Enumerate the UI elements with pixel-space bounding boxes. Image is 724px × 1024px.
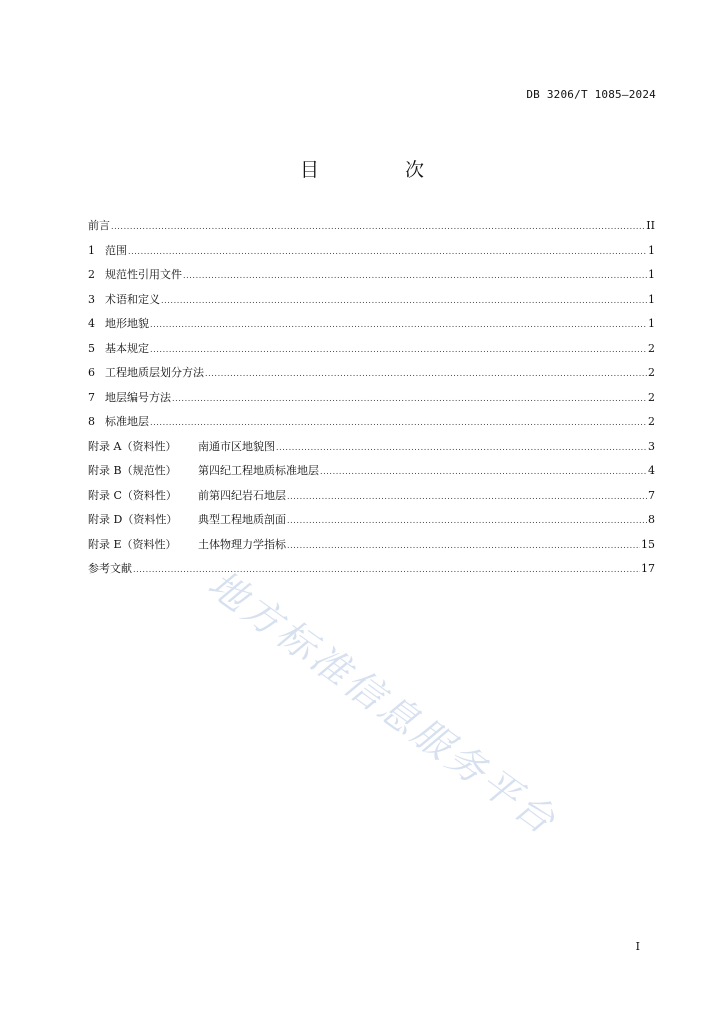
toc-entry-label: 地层编号方法 xyxy=(105,390,171,404)
toc-entry-leader xyxy=(287,538,640,554)
toc-entry-appendix: 附录 C（资料性） xyxy=(88,488,177,502)
toc-entry-number: 4 xyxy=(88,317,95,330)
toc-entry-label: 工程地质层划分方法 xyxy=(105,366,204,379)
toc-entry-label: 南通市区地貌图 xyxy=(198,439,275,453)
toc-entry-label: 参考文献 xyxy=(88,562,132,575)
toc-entry-page: 1 xyxy=(648,243,655,257)
toc-entry[interactable] xyxy=(88,243,655,268)
toc-entry-label: 术语和定义 xyxy=(105,292,160,306)
toc-entry-label: 基本规定 xyxy=(105,341,149,355)
toc-entry-label: 土体物理力学指标 xyxy=(198,537,286,551)
toc-entry-label: 范围 xyxy=(105,243,127,257)
toc-entry-label: 第四纪工程地质标准地层 xyxy=(198,464,319,477)
toc-entry-leader xyxy=(150,415,647,431)
toc-entry-leader xyxy=(205,366,647,382)
toc-entry-leader xyxy=(111,219,645,235)
toc-entry-appendix: 附录 B（规范性） xyxy=(88,464,177,477)
toc-entry-number: 3 xyxy=(88,292,95,306)
toc-entry-leader xyxy=(183,268,647,284)
toc-entry-page: 17 xyxy=(641,562,655,575)
toc-entry[interactable] xyxy=(88,439,655,464)
toc-entry-number: 8 xyxy=(88,415,95,428)
toc-entry-label: 地形地貌 xyxy=(105,317,149,330)
toc-entry[interactable] xyxy=(88,341,655,366)
toc-entry-page: 15 xyxy=(641,537,655,551)
toc-entry-page: 8 xyxy=(648,513,655,526)
toc-entry-label: 规范性引用文件 xyxy=(105,268,182,281)
watermark: 地方标准信息服务平台 xyxy=(200,561,566,845)
toc-entry-number: 2 xyxy=(88,268,95,281)
toc-entry-label: 标准地层 xyxy=(105,415,149,428)
toc-entry-appendix: 附录 A（资料性） xyxy=(88,439,177,453)
toc-entry-page: 2 xyxy=(648,415,655,428)
toc-entry[interactable] xyxy=(88,561,655,586)
toc-entry[interactable] xyxy=(88,488,655,513)
toc-entry-page: 1 xyxy=(648,317,655,330)
document-code: DB 3206/T 1085—2024 xyxy=(526,88,656,101)
toc-entry-page: 7 xyxy=(648,488,655,502)
toc-entry-page: 2 xyxy=(648,341,655,355)
toc-entry[interactable] xyxy=(88,218,655,243)
page-title: 目 次 xyxy=(299,159,465,181)
toc-entry-label: 典型工程地质剖面 xyxy=(198,513,286,526)
toc-entry[interactable] xyxy=(88,316,655,341)
toc-entry-page: 2 xyxy=(648,366,655,379)
toc-entry-label: 前第四纪岩石地层 xyxy=(198,488,286,502)
toc-entry[interactable] xyxy=(88,414,655,439)
toc-entry-appendix: 附录 D（资料性） xyxy=(88,513,178,526)
toc-entry-leader xyxy=(133,562,640,578)
toc-entry-page: 3 xyxy=(648,439,655,453)
toc-entry-leader xyxy=(150,342,647,358)
table-of-contents xyxy=(88,218,655,586)
toc-entry-page: 1 xyxy=(648,292,655,306)
toc-entry-label: 前言 xyxy=(88,219,110,232)
toc-entry[interactable] xyxy=(88,365,655,390)
toc-entry-leader xyxy=(172,391,647,407)
toc-entry-page: 2 xyxy=(648,390,655,404)
toc-entry-page: 1 xyxy=(648,268,655,281)
toc-entry-leader xyxy=(287,489,647,505)
toc-entry-number: 6 xyxy=(88,366,95,379)
toc-entry-leader xyxy=(161,293,647,309)
toc-entry-leader xyxy=(320,464,647,480)
toc-entry-leader xyxy=(150,317,647,333)
toc-entry-number: 5 xyxy=(88,341,95,355)
toc-entry-number: 7 xyxy=(88,390,95,404)
toc-entry-appendix: 附录 E（资料性） xyxy=(88,537,177,551)
toc-entry[interactable] xyxy=(88,537,655,562)
page-number: I xyxy=(635,940,640,953)
toc-entry-number: 1 xyxy=(88,243,95,257)
toc-entry-page: II xyxy=(646,219,655,232)
toc-entry[interactable] xyxy=(88,390,655,415)
toc-entry[interactable] xyxy=(88,292,655,317)
toc-entry-leader xyxy=(128,244,647,260)
toc-entry[interactable] xyxy=(88,512,655,537)
toc-entry-leader xyxy=(276,440,647,456)
toc-entry[interactable] xyxy=(88,267,655,292)
toc-entry[interactable] xyxy=(88,463,655,488)
toc-entry-page: 4 xyxy=(648,464,655,477)
toc-entry-leader xyxy=(287,513,647,529)
